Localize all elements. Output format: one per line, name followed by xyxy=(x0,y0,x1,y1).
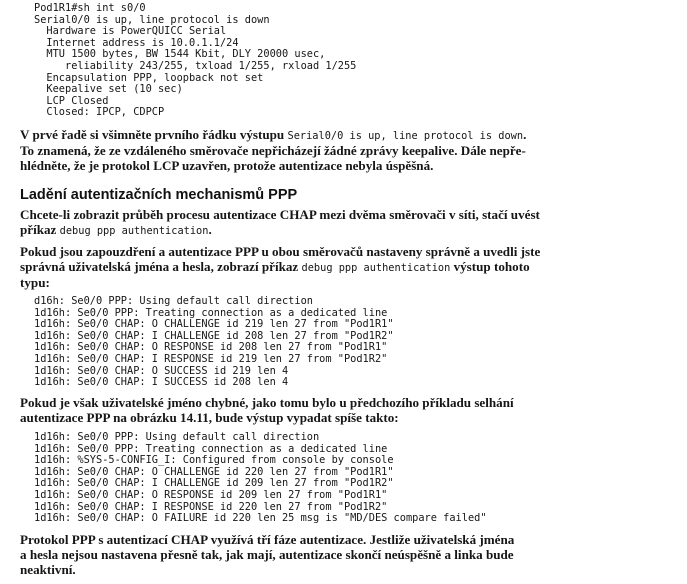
section-heading: Ladění autentizačních mechanismů PPP xyxy=(20,187,298,203)
code-line: 1d16h: Se0/0 CHAP: I SUCCESS id 208 len 4 xyxy=(34,376,289,389)
paragraph-text: neaktivní. xyxy=(20,561,76,577)
paragraph-text: To znamená, že ze vzdáleného směrovače nepřicházejí žádné zprávy keepalive. Dále nepře- xyxy=(20,142,526,158)
code-line: 1d16h: Se0/0 PPP: Treating connection as a dedicated line xyxy=(34,306,388,319)
code-line: Closed: IPCP, CDPCP xyxy=(34,106,165,119)
code-line: 1d16h: Se0/0 PPP: Using default call direction xyxy=(34,431,320,443)
paragraph-text: a hesla nejsou nastavena přesně tak, jak mají, autentizace skončí neúspěšně a linka bude xyxy=(20,546,514,562)
code-line: 1d16h: Se0/0 CHAP: I RESPONSE id 219 len 27 from "Pod1R2" xyxy=(34,352,388,365)
inline-code: debug ppp authentication xyxy=(301,261,451,274)
paragraph-text: správná uživatelská jména a hesla, zobrazí příkaz xyxy=(20,258,302,274)
code-line: 1d16h: Se0/0 CHAP: O RESPONSE id 209 len 27 from "Pod1R1" xyxy=(34,488,388,501)
inline-code: debug ppp authentication xyxy=(59,224,209,237)
paragraph-text: výstup tohoto xyxy=(450,258,530,274)
paragraph-text: typu: xyxy=(20,274,50,290)
code-line: Internet address is 10.0.1.1/24 xyxy=(34,36,239,49)
code-line: 1d16h: Se0/0 CHAP: O RESPONSE id 208 len 27 from "Pod1R1" xyxy=(34,341,388,354)
code-line: Pod1R1#sh int s0/0 xyxy=(34,2,146,14)
code-line: 1d16h: Se0/0 PPP: Treating connection as a dedicated line xyxy=(34,442,388,455)
paragraph-text: Pokud jsou zapouzdření a autentizace PPP u obou směrovačů nastaveny správně a uvedli jste xyxy=(20,244,541,259)
inline-code: Serial0/0 is up, line protocol is down xyxy=(287,130,524,142)
paragraph-text: autentizace PPP na obrázku 14.11, bude výstup vypadat spíše takto: xyxy=(20,409,399,425)
code-line: MTU 1500 bytes, BW 1544 Kbit, DLY 20000 usec, xyxy=(34,48,326,61)
paragraph-lcp-closed xyxy=(20,128,672,173)
code-line: d16h: Se0/0 PPP: Using default call direction xyxy=(34,295,313,307)
paragraph-success-case xyxy=(20,245,672,290)
paragraph-debug-intro xyxy=(20,208,672,239)
debug-success-output xyxy=(34,296,394,389)
paragraph-chap-phases xyxy=(20,533,672,577)
code-line: 1d16h: %SYS-5-CONFIG_I: Configured from console by console xyxy=(34,454,394,467)
code-line: 1d16h: Se0/0 CHAP: O FAILURE id 220 len 25 msg is "MD/DES compare failed" xyxy=(34,512,487,525)
code-line: Encapsulation PPP, loopback not set xyxy=(34,71,264,84)
code-line: 1d16h: Se0/0 CHAP: O SUCCESS id 219 len 4 xyxy=(34,364,289,377)
show-interface-output xyxy=(34,3,356,119)
code-line: 1d16h: Se0/0 CHAP: O CHALLENGE id 219 len 27 from "Pod1R1" xyxy=(34,318,394,331)
debug-failure-output xyxy=(34,432,487,525)
code-line: LCP Closed xyxy=(34,94,109,107)
paragraph-text: Chcete-li zobrazit průběh procesu autentizace CHAP mezi dvěma směrovači v síti, stačí uvést xyxy=(20,207,540,222)
paragraph-text: Protokol PPP s autentizací CHAP využívá tří fáze autentizace. Jestliže uživatelská jména xyxy=(20,532,515,547)
code-line: Hardware is PowerQUICC Serial xyxy=(34,25,227,38)
code-line: 1d16h: Se0/0 CHAP: I CHALLENGE id 208 len 27 from "Pod1R2" xyxy=(34,329,394,342)
code-line: Serial0/0 is up, line protocol is down xyxy=(34,13,270,26)
code-line: 1d16h: Se0/0 CHAP: I CHALLENGE id 209 len 27 from "Pod1R2" xyxy=(34,477,394,490)
paragraph-text: příkaz xyxy=(20,221,60,237)
code-line: 1d16h: Se0/0 CHAP: O CHALLENGE id 220 len 27 from "Pod1R1" xyxy=(34,465,394,478)
paragraph-text: . xyxy=(523,127,527,142)
paragraph-text: . xyxy=(208,221,212,237)
paragraph-text: V prvé řadě si všimněte prvního řádku výstupu xyxy=(20,127,288,142)
code-line: reliability 243/255, txload 1/255, rxload 1/255 xyxy=(34,59,357,72)
paragraph-failure-intro xyxy=(20,396,672,426)
paragraph-text: Pokud je však uživatelské jméno chybné, jako tomu bylo u předchozího příkladu selhání xyxy=(20,395,514,410)
paragraph-text: hlédněte, že je protokol LCP uzavřen, protože autentizace nebyla úspěšná. xyxy=(20,157,434,173)
code-line: Keepalive set (10 sec) xyxy=(34,83,183,96)
code-line: 1d16h: Se0/0 CHAP: I RESPONSE id 220 len 27 from "Pod1R2" xyxy=(34,500,388,513)
